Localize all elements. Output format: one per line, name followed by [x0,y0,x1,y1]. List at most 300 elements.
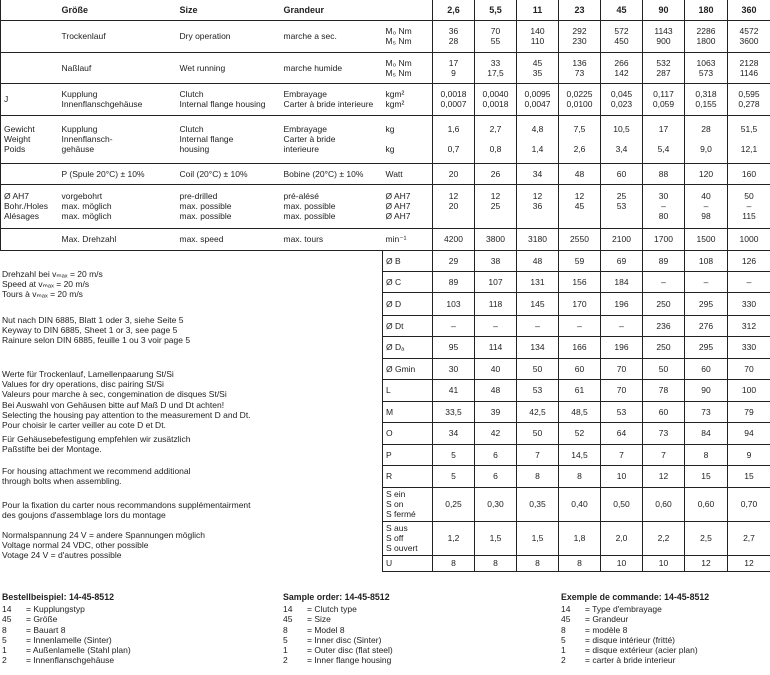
row-value-text: 20 [448,168,459,179]
dim-value: 131 [517,271,559,292]
dim-label-text: S aus [386,523,408,533]
row-label-text: Clutch [179,89,204,99]
order-item [2,604,252,614]
order-meaning: = Inner disc (Sinter) [307,634,382,645]
dim-value: 29 [433,250,475,271]
row-label-text: vorgebohrt [61,191,103,201]
dim-label [383,250,433,271]
dim-value: 6 [475,444,517,465]
note-line: Drehzahl bei vₘₐₓ = 20 m/s [2,269,103,279]
order-meaning: = Größe [26,614,58,625]
row-value [643,20,685,52]
order-item [2,614,252,624]
row-value-text [478,134,513,144]
dim-value: 40 [475,358,517,379]
dim-value: 5 [433,444,475,465]
row-value [643,163,685,184]
dim-label-text: Ø D [386,298,402,309]
row-value [685,83,728,115]
dim-value: 12 [728,555,770,571]
note-block [2,269,103,299]
header-size-value: 5,5 [475,0,517,20]
order-code: 5 [561,634,566,645]
dim-label-text: P [386,449,392,460]
dim-value: 196 [601,336,643,358]
row-symbol-text: Bohr./Holes [4,201,48,211]
dim-label [383,292,433,315]
row-value [728,184,770,228]
dim-value: 134 [517,336,559,358]
order-code: 2 [283,655,288,666]
row-label-text: interieure [283,144,319,154]
row-value-text [688,134,724,144]
row-value-text: 0,117 [653,89,674,99]
row-value-text: 98 [701,211,711,221]
row-symbol [1,52,59,83]
row-unit [383,83,433,115]
row-symbol [1,83,59,115]
row-symbol-text: Alésages [4,211,39,221]
dim-value: 8 [517,555,559,571]
row-label-text: Dry operation [179,31,231,41]
dim-value: 330 [728,292,770,315]
row-value [559,228,601,250]
dim-value: 0,25 [433,487,475,521]
dim-label [383,401,433,422]
row-value-text: 45 [532,57,543,68]
dim-value: 90 [685,379,728,401]
row-unit-text: Ø AH7 [385,201,411,211]
row-unit-text: M₅ Nm [385,67,412,78]
row-value-text: 0,0007 [440,99,467,109]
row-value-text: 60 [616,168,627,179]
row-value-text: 55 [490,36,501,46]
row-value-text: 1,4 [531,144,544,154]
row-value-text: 1143 [654,26,673,36]
row-value [559,20,601,52]
row-value-text: 4200 [444,234,463,244]
row-label-de [59,83,177,115]
dim-value: 114 [475,336,517,358]
row-value [475,184,517,228]
row-value-text: 0,318 [695,89,717,99]
row-label-en [177,20,281,52]
dim-label [383,379,433,401]
dim-label [383,271,433,292]
dim-value: 8 [559,465,601,487]
dim-value: – [728,271,770,292]
dim-value: 95 [433,336,475,358]
row-label-en [177,184,281,228]
header-unit [383,0,433,20]
row-label-text: Kupplung [61,124,98,134]
note-line: For housing attachment we recommend additional [2,466,191,476]
dim-value: 79 [728,401,770,422]
dim-value: 38 [475,250,517,271]
row-value [475,228,517,250]
dim-row [1,250,770,271]
row-label-text: pré-alésé [283,191,319,201]
dim-label-text: S fermé [386,509,416,519]
order-meaning: = Innenflanschgehäuse [26,655,115,666]
row-symbol-text: Weight [4,134,31,144]
row-label-text: P (Spule 20°C) ± 10% [61,168,145,179]
order-item [2,635,252,645]
row-value-text: 70 [490,26,501,36]
dim-value: 53 [601,401,643,422]
order-meaning: = Model 8 [307,624,345,635]
dim-row [1,292,770,315]
row-value-text: 30 [658,191,669,201]
row-value-text: 20 [448,201,459,211]
row-value-text: 53 [616,201,627,211]
row-value [559,163,601,184]
note-line: Pour la fixation du carter nous recommandons supplémentairment [2,500,251,510]
row-value-text: – [703,201,709,211]
order-meaning: = Innenlamelle (Sinter) [26,634,112,645]
order-code: 45 [2,614,12,625]
row-value [728,228,770,250]
row-value-text: 25 [490,201,501,211]
row-value-text [478,211,513,221]
dim-value: – [517,315,559,336]
row-value-text: 80 [658,211,669,221]
dim-value: 166 [559,336,601,358]
row-value-text: 2,7 [489,124,502,134]
row-value-text: 0,0095 [524,89,551,99]
order-item [283,655,533,665]
dim-value: 10 [601,465,643,487]
dim-value: 15 [685,465,728,487]
dim-value: 60 [643,401,685,422]
dim-value: 70 [601,379,643,401]
note-block [2,500,251,520]
dim-value: 0,60 [685,487,728,521]
dim-label [383,487,433,521]
dim-value: 250 [643,336,685,358]
row-label-text: Carter à bride interieure [283,99,374,109]
dim-label-text: Ø C [386,276,402,287]
dim-value: 10 [601,555,643,571]
dim-value: 41 [433,379,475,401]
row-unit [383,184,433,228]
order-code: 1 [283,645,288,656]
row-value-text: 0,155 [695,99,717,109]
row-label-text: max. possible [283,211,336,221]
row-symbol [1,228,59,250]
note-line: Keyway to DIN 6885, Sheet 1 or 3, see page 5 [2,325,178,335]
row-value-text: 0,0225 [566,89,593,99]
row-value-text: 25 [616,191,627,201]
spec-row [1,163,770,184]
row-value [433,115,475,163]
order-meaning: = modèle 8 [585,624,628,635]
dim-value: 7 [517,444,559,465]
row-value [475,83,517,115]
order-meaning: = Size [307,614,331,625]
dim-value: 184 [601,271,643,292]
note-line: Normalspannung 24 V = andere Spannungen möglich [2,530,205,540]
row-value [517,228,559,250]
dim-value: 12 [685,555,728,571]
row-unit-text: Watt [385,168,403,179]
dim-value: 2,0 [601,521,643,555]
dim-label-text: U [386,558,393,568]
row-value-text: 120 [698,168,714,179]
dim-label-text: S ein [386,489,406,499]
dim-value: – [475,315,517,336]
row-value-text: 0,059 [652,99,675,109]
row-label-text: Internal flange housing [179,99,266,109]
dim-value: 12 [643,465,685,487]
row-value-text: 7,5 [573,124,586,134]
row-value-text: 48 [574,168,585,179]
header-symbol [1,0,59,20]
dim-label [383,555,433,571]
order-code: 5 [2,634,7,645]
header-row [1,0,770,20]
note-line: Speed at vₘₐₓ = 20 m/s [2,279,90,289]
dim-value: 5 [433,465,475,487]
row-value [643,228,685,250]
row-value-text: 36 [448,26,459,36]
row-value-text: 17 [448,57,459,68]
dim-value: 48 [517,250,559,271]
dim-value: 8 [475,555,517,571]
row-label-fr [281,163,383,184]
dim-value: 126 [728,250,770,271]
order-code: 2 [2,655,7,666]
row-value-text: 0,8 [489,144,502,154]
dim-row [1,271,770,292]
order-item [561,604,770,614]
order-meaning: = Außenlamelle (Stahl plan) [26,645,131,656]
row-label-de [59,163,177,184]
row-value-text: 573 [698,67,714,78]
row-value-text: 17 [658,124,669,134]
row-value [517,163,559,184]
order-meaning: = Outer disc (flat steel) [307,645,393,656]
row-value-text: 4572 [739,26,759,36]
row-label-text: max. möglich [61,211,112,221]
dim-label-text: Ø Gmin [386,363,416,374]
spec-row [1,52,770,83]
row-value-text: 34 [532,168,543,179]
dim-label [383,521,433,555]
row-value-text: 0,0018 [482,99,509,109]
row-value-text: 3,4 [615,144,628,154]
dim-value: 50 [517,358,559,379]
order-meaning: = Inner flange housing [307,655,392,666]
row-value-text: 88 [658,168,669,179]
row-label-text: max. möglich [61,201,112,211]
row-symbol [1,115,59,163]
dim-label-text: Ø Dt [386,320,404,331]
dim-value: 1,8 [559,521,601,555]
order-item [2,645,252,655]
dim-value: 107 [475,271,517,292]
row-value [433,184,475,228]
order-code: 1 [2,645,7,656]
note-line: Voltage normal 24 VDC, other possible [2,540,149,550]
row-value-text: 900 [656,36,671,46]
dim-value: 7 [601,444,643,465]
row-label-text: Max. Drehzahl [61,234,117,244]
dim-label [383,336,433,358]
dim-value: 196 [601,292,643,315]
order-code: 8 [2,624,7,635]
dim-value: 8 [517,465,559,487]
dim-value: 8 [433,555,475,571]
header-size-fr: Grandeur [281,0,383,20]
row-unit [383,52,433,83]
row-value [517,83,559,115]
row-value-text: 0,045 [610,89,633,99]
order-meaning: = carter à bride interieur [585,655,676,666]
row-unit-text: kg [385,124,395,134]
row-label-en [177,163,281,184]
row-unit-text: kgm² [385,89,405,99]
row-value-text: 12 [490,191,501,201]
row-value-text [646,134,681,144]
order-item [283,614,533,624]
row-label-text: marche a sec. [283,31,337,41]
row-label-text: Trockenlauf [61,31,106,41]
row-symbol [1,20,59,52]
row-value-text: 0,0100 [566,99,593,109]
row-value-text [731,134,767,144]
row-label-text: Embrayage [283,124,327,134]
order-meaning: = Grandeur [585,614,629,625]
row-value [475,115,517,163]
row-value-text: 287 [656,67,671,78]
order-item [283,645,533,655]
dim-value: 61 [559,379,601,401]
order-meaning: = Clutch type [307,604,357,615]
dim-label-text: S ouvert [386,543,418,553]
note-line: through bolts when assembling. [2,476,122,486]
row-unit-text: Ø AH7 [385,191,411,201]
row-unit-text: min⁻¹ [385,234,407,244]
row-value-text [604,134,639,144]
note-block [2,315,190,345]
row-value-text: 0,595 [738,89,760,99]
order-code: 1 [561,645,566,656]
dim-value: – [601,315,643,336]
order-meaning: = Kupplungstyp [26,604,85,615]
row-value-text: 1063 [696,57,716,68]
order-code: 5 [283,634,288,645]
row-unit [383,163,433,184]
dim-value: 312 [728,315,770,336]
row-value-text: 140 [530,26,545,36]
dim-value: 34 [433,422,475,444]
note-line: des goujons d'assemblage lors du montage [2,510,166,520]
note-line: Tours à vₘₐₓ = 20 m/s [2,289,83,299]
dim-value: 2,2 [643,521,685,555]
dim-value: 156 [559,271,601,292]
row-unit-text: M₀ Nm [385,26,412,36]
row-label-text: Carter à bride [283,134,336,144]
row-value [475,163,517,184]
row-label-fr [281,83,383,115]
row-label-text: Internal flange [179,134,234,144]
dim-value: 0,70 [728,487,770,521]
dim-value: 1,5 [475,521,517,555]
row-value-text: 40 [701,191,711,201]
row-label-de [59,115,177,163]
note-line: Values for dry operations, disc pairing St/Si [2,379,164,389]
dim-value: 60 [559,358,601,379]
row-unit [383,20,433,52]
row-unit-text: Ø AH7 [385,211,411,221]
spec-row [1,228,770,250]
row-value [517,115,559,163]
row-value [685,20,728,52]
dim-label-text: Ø B [386,255,401,266]
row-value-text: 0,0047 [524,99,551,109]
row-value-text: 9,0 [700,144,712,154]
dim-value: 2,5 [685,521,728,555]
dim-value: 14,5 [559,444,601,465]
header-size-de: Größe [59,0,177,20]
note-block [2,466,191,486]
row-value [728,52,770,83]
row-value-text [562,211,597,221]
dim-value: 60 [685,358,728,379]
note-line: Werte für Trockenlauf, Lamellenpaarung St/Si [2,369,174,379]
row-unit-text: kg [385,144,395,154]
row-label-text: marche humide [283,62,343,73]
row-value-text: 1,6 [447,124,460,134]
row-label-text: Embrayage [283,89,327,99]
row-value [685,163,728,184]
row-value-text: 292 [572,26,587,36]
dim-value: 7 [643,444,685,465]
dim-label-text: Ø Dₐ [386,342,405,352]
row-value-text: 2,6 [573,144,586,154]
row-label-de [59,20,177,52]
row-label-de [59,228,177,250]
row-value-text: 230 [572,36,587,46]
row-value [601,52,643,83]
row-value-text: 1500 [696,234,716,244]
row-value-text: 266 [614,57,629,68]
row-unit-text: kgm² [385,99,405,109]
order-item [561,635,770,645]
row-value-text: 0,278 [738,99,760,109]
row-value-text [562,134,597,144]
dim-value: – [643,271,685,292]
order-item [283,625,533,635]
row-value-text: 28 [701,124,711,134]
row-label-text: max. possible [283,201,336,211]
header-size-value: 11 [517,0,559,20]
row-value-text [604,211,639,221]
dim-value: 276 [685,315,728,336]
header-size-en: Size [177,0,281,20]
note-line: Für Gehäusebefestigung empfehlen wir zusätzlich [2,434,191,444]
dim-value: 33,5 [433,401,475,422]
dim-label [383,444,433,465]
dim-value: 50 [643,358,685,379]
order-item [561,655,770,665]
row-value-text: 17,5 [487,67,504,78]
row-label-fr [281,115,383,163]
row-value-text: 115 [742,211,756,221]
row-value-text: 0,0018 [440,89,467,99]
dim-value: 100 [728,379,770,401]
